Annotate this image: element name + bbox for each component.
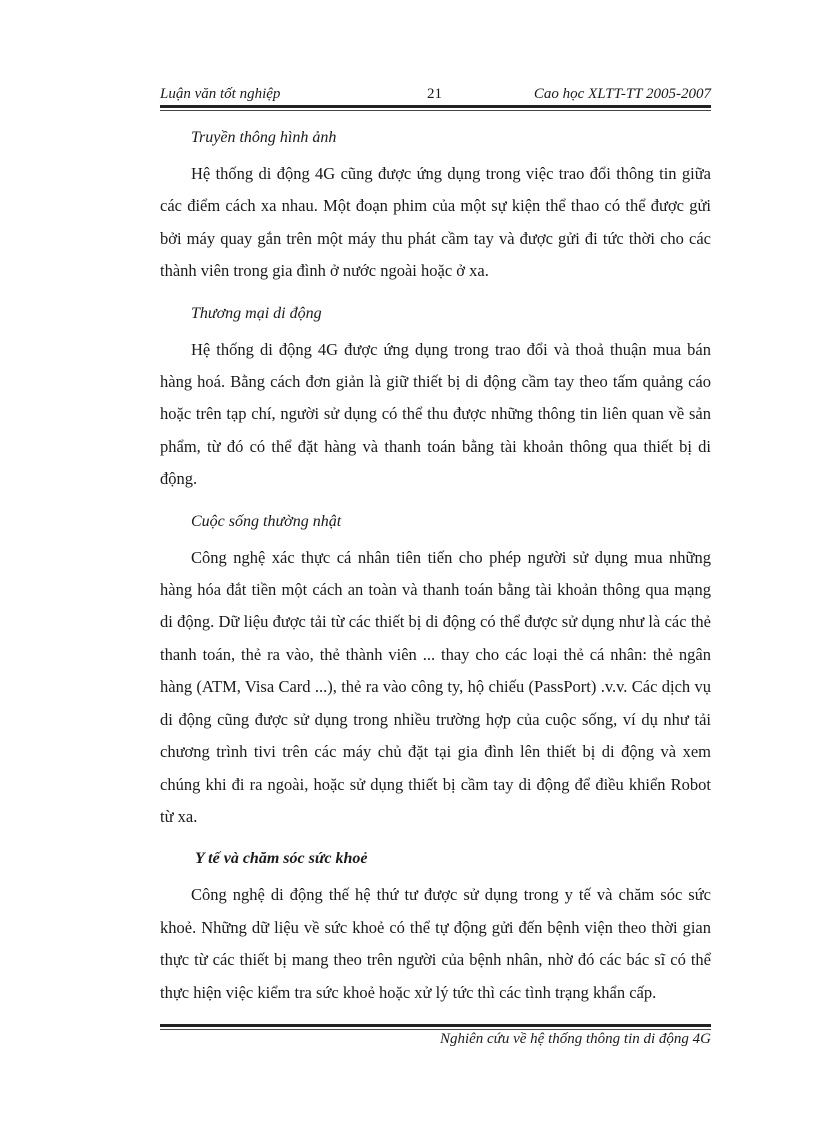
section-heading: Truyền thông hình ảnh [191, 129, 337, 146]
footer-divider-thin [160, 1029, 711, 1030]
page-body [160, 128, 711, 1025]
section-mobile-commerce [160, 304, 711, 496]
section-healthcare [160, 849, 711, 1009]
section-paragraph: Công nghệ xác thực cá nhân tiên tiến cho phép người sử dụng mua những hàng hóa đắt tiền một cách an toàn và thanh toán bằng tài khoản thông qua mạng di động. Dữ liệu được tải từ các thiết bị di động có thể được sử dụng như là các thẻ thanh toán, thẻ ra vào, thẻ thành viên ... thay cho các loại thẻ cá nhân: thẻ ngân hàng (ATM, Visa Card ...), thẻ ra vào công ty, hộ chiếu (PassPort) .v.v. Các dịch vụ di động cũng được sử dụng trong nhiều trường hợp của cuộc sống, ví dụ như tải chương trình tivi trên các máy chủ đặt tại gia đình lên thiết bị di động và xem chúng khi đi ra ngoài, hoặc sử dụng thiết bị cầm tay di động để điều khiển Robot từ xa. [160, 547, 711, 826]
section-paragraph: Công nghệ di động thế hệ thứ tư được sử dụng trong y tế và chăm sóc sức khoẻ. Những dữ liệu về sức khoẻ có thể tự động gửi đến bệnh viện theo thời gian thực từ các thiết bị mang theo trên người của bệnh nhân, nhờ đó các bác sĩ có thể thực hiện việc kiểm tra sức khoẻ hoặc xử lý tức thì các tình trạng khẩn cấp. [160, 885, 711, 1002]
header-divider-thin [160, 110, 711, 111]
page-number: 21 [427, 86, 442, 102]
header-divider [160, 105, 711, 108]
section-paragraph: Hệ thống di động 4G được ứng dụng trong trao đổi và thoả thuận mua bán hàng hoá. Bằng cách đơn giản là giữ thiết bị di động cầm tay theo tấm quảng cáo hoặc trên tạp chí, người sử dụng có thể thu được những thông tin liên quan về sản phẩm, từ đó có thể đặt hàng và thanh toán bằng tài khoản thông qua thiết bị di động. [160, 339, 711, 489]
page-header [160, 86, 711, 106]
section-heading: Y tế và chăm sóc sức khoẻ [195, 850, 368, 868]
section-video-communication [160, 128, 711, 288]
section-heading: Thương mại di động [191, 304, 322, 322]
header-thesis-label: Luận văn tốt nghiệp [160, 86, 281, 102]
section-heading: Cuộc sống thường nhật [191, 512, 342, 530]
header-program-label: Cao học XLTT-TT 2005-2007 [533, 86, 711, 102]
page-footer: Nghiên cứu về hệ thống thông tin di động 4G [439, 1031, 711, 1047]
section-paragraph: Hệ thống di động 4G cũng được ứng dụng trong việc trao đổi thông tin giữa các điểm cách xa nhau. Một đoạn phim của một sự kiện thể thao có thể được gửi bởi máy quay gắn trên một máy thu phát cầm tay và được gửi đi tức thời cho các thành viên trong gia đình ở nước ngoài hoặc ở xa. [160, 164, 711, 281]
footer-divider [160, 1024, 711, 1027]
section-daily-life [160, 512, 711, 834]
